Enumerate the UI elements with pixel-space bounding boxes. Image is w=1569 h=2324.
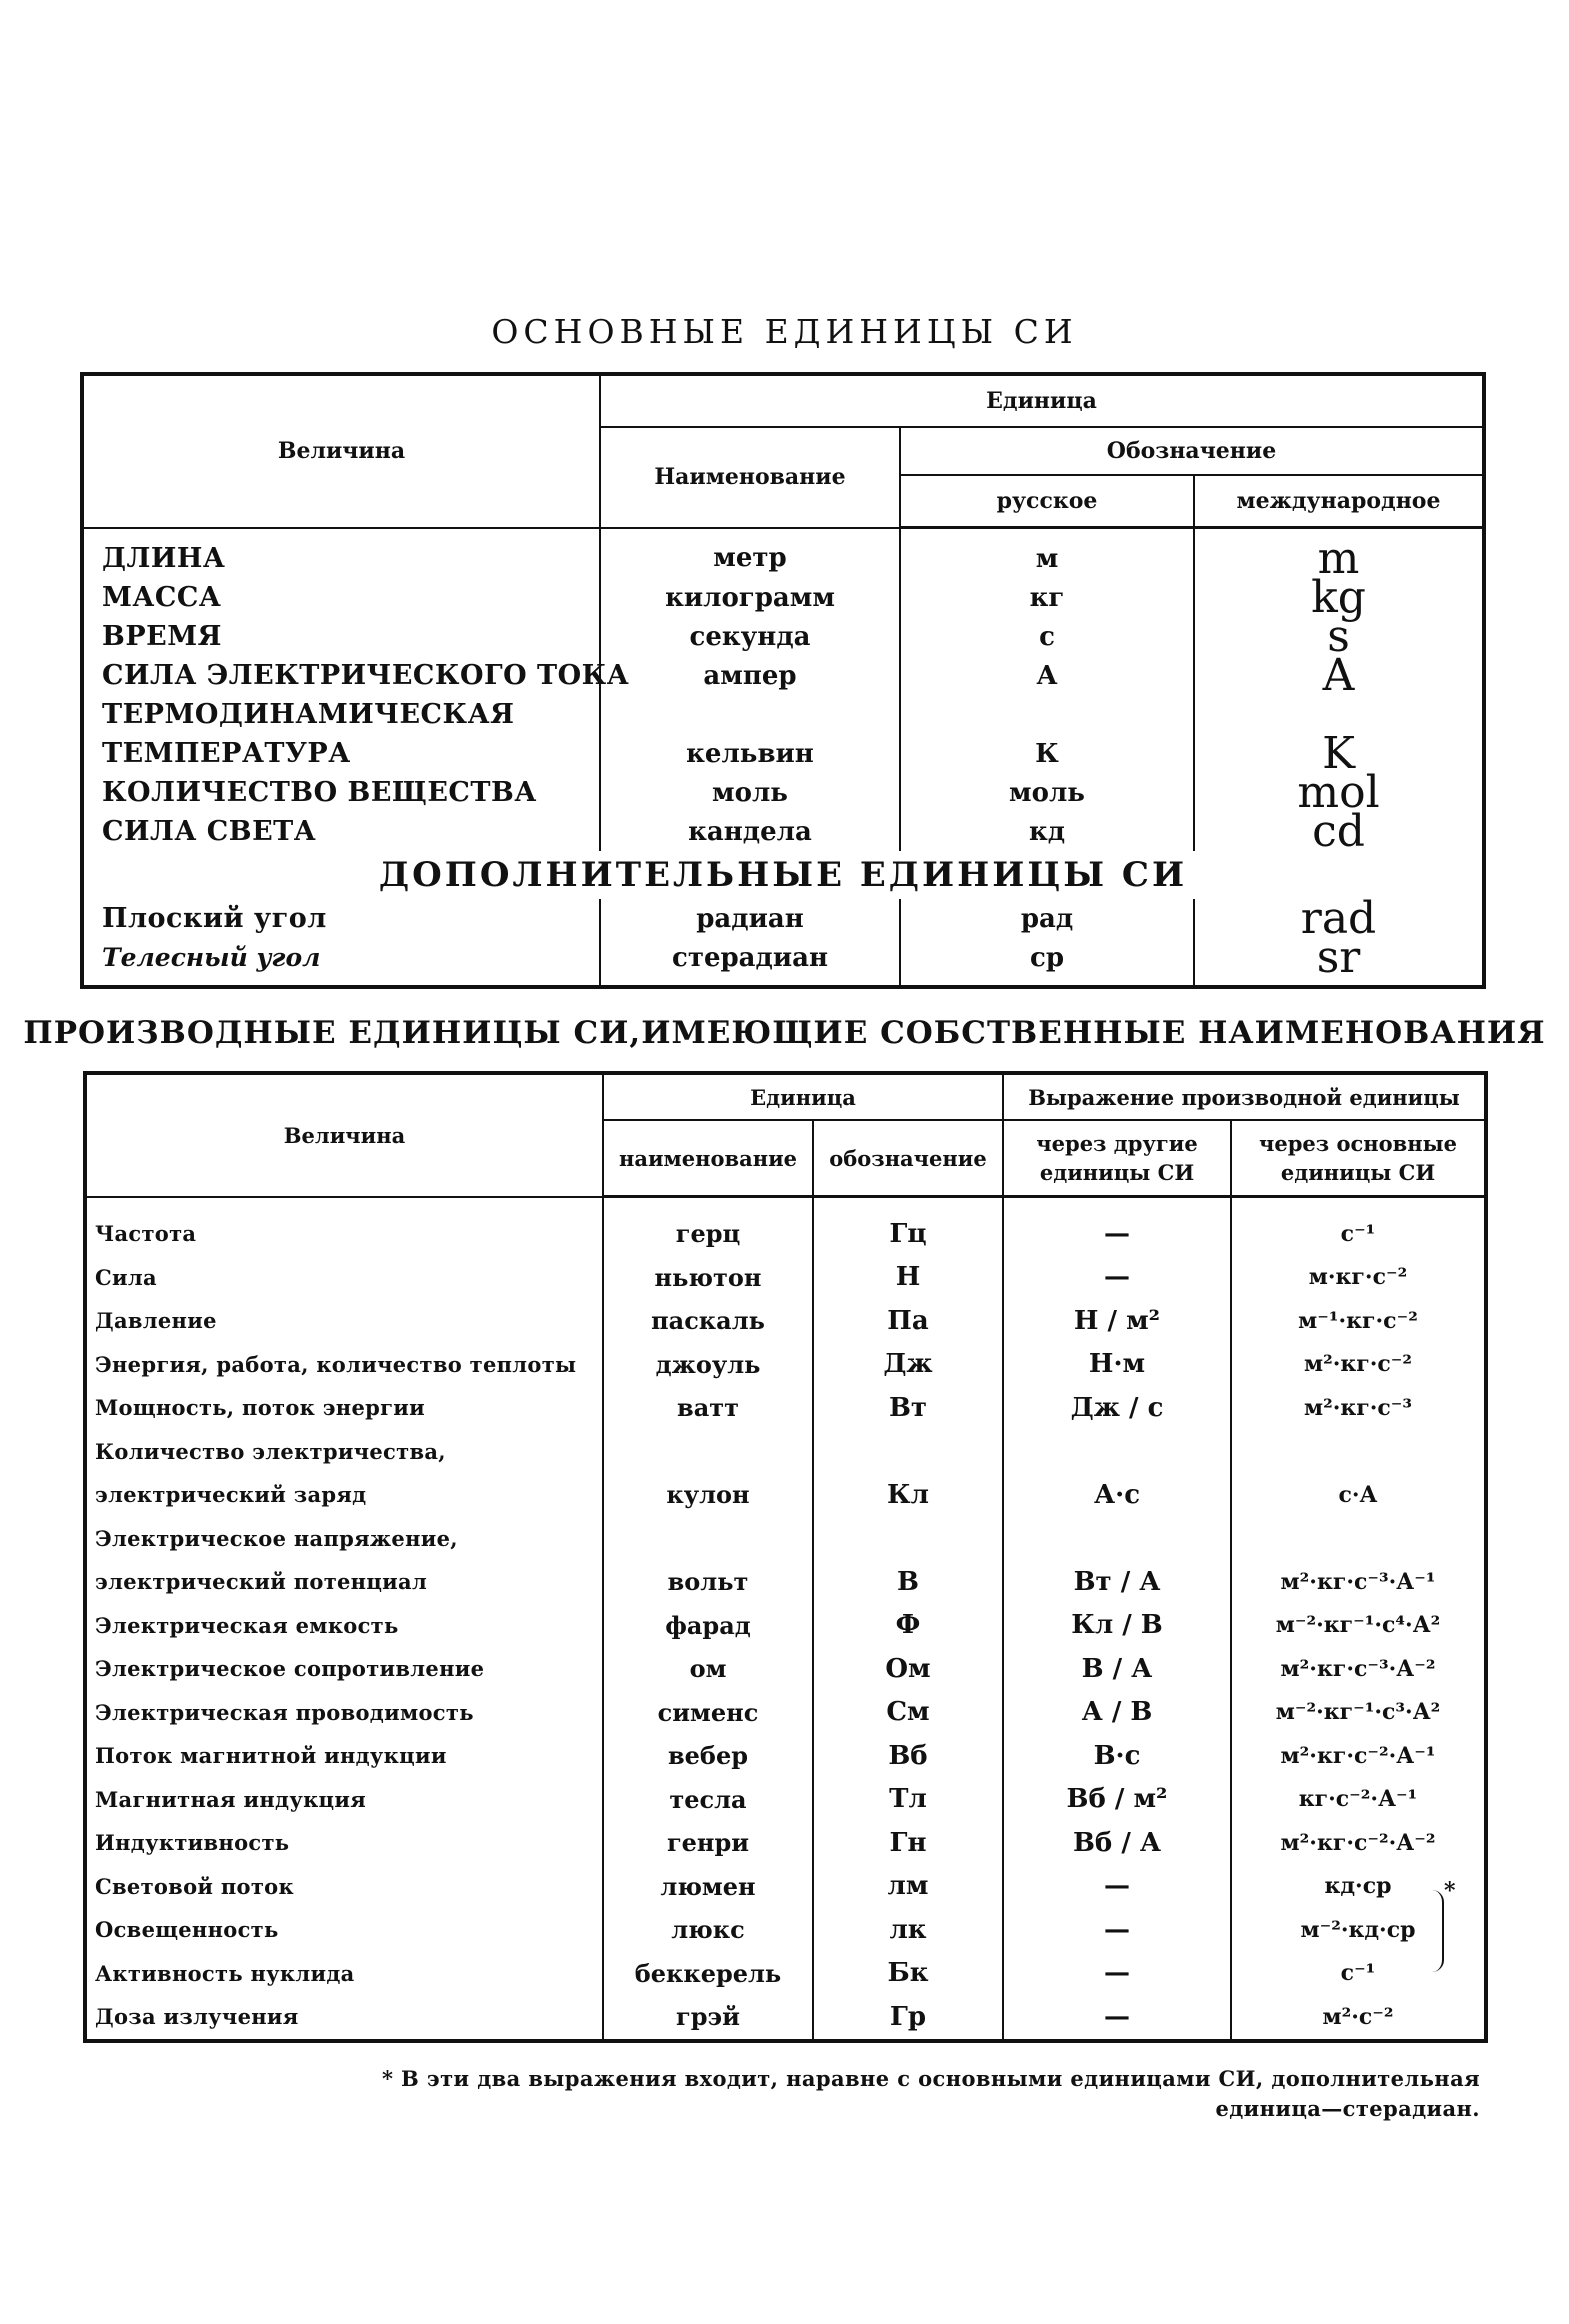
asterisk-mark: * bbox=[1444, 1878, 1456, 1904]
table-row bbox=[82, 617, 1484, 656]
via-other-units-cell: А·с bbox=[1003, 1473, 1231, 1517]
quantity-cell: КОЛИЧЕСТВО ВЕЩЕСТВА bbox=[82, 773, 600, 812]
table-row bbox=[85, 1908, 1486, 1952]
table-row bbox=[85, 1386, 1486, 1430]
header-via-other-line2: единицы СИ bbox=[1039, 1160, 1195, 1185]
header-expression: Выражение производной единицы bbox=[1003, 1073, 1486, 1120]
unit-symbol-cell: лм bbox=[813, 1865, 1003, 1909]
table-row bbox=[85, 1299, 1486, 1343]
russian-symbol-cell: ср bbox=[900, 938, 1194, 987]
quantity-cell: Плоский угол bbox=[82, 899, 600, 938]
unit-symbol-cell: Кл bbox=[813, 1473, 1003, 1517]
table-row bbox=[82, 656, 1484, 695]
via-base-units-cell: с·А bbox=[1231, 1473, 1486, 1517]
unit-name-cell bbox=[603, 1517, 813, 1561]
quantity-cell: Электрическое сопротивление bbox=[85, 1647, 603, 1691]
derived-units-title: ПРОИЗВОДНЫЕ ЕДИНИЦЫ СИ,ИМЕЮЩИЕ СОБСТВЕННЫЕ НАИМЕНОВАНИЯ bbox=[23, 1015, 1546, 1051]
russian-symbol-cell: кг bbox=[900, 578, 1194, 617]
quantity-cell: Количество электричества, bbox=[85, 1430, 603, 1474]
quantity-cell: Давление bbox=[85, 1299, 603, 1343]
unit-name-cell: генри bbox=[603, 1821, 813, 1865]
table-row bbox=[85, 1517, 1486, 1561]
table-row bbox=[82, 578, 1484, 617]
header-unit: Единица bbox=[603, 1073, 1003, 1120]
header-quantity: Величина bbox=[82, 374, 600, 528]
header-via-other-units bbox=[1003, 1120, 1231, 1197]
unit-symbol-cell: Гр bbox=[813, 1995, 1003, 2041]
via-other-units-cell bbox=[1003, 1430, 1231, 1474]
via-base-units-cell: м²·кг·с⁻³·А⁻¹ bbox=[1231, 1560, 1486, 1604]
base-units-table bbox=[80, 372, 1486, 989]
via-base-units-cell: кг·с⁻²·А⁻¹ bbox=[1231, 1778, 1486, 1822]
unit-name-cell: вебер bbox=[603, 1734, 813, 1778]
via-base-units-cell bbox=[1231, 1517, 1486, 1561]
unit-symbol-cell bbox=[813, 1430, 1003, 1474]
via-base-units-cell: м·кг·с⁻² bbox=[1231, 1256, 1486, 1300]
header-symbol: Обозначение bbox=[900, 427, 1484, 475]
quantity-cell: Магнитная индукция bbox=[85, 1778, 603, 1822]
table-row bbox=[85, 1995, 1486, 2041]
unit-symbol-cell: См bbox=[813, 1691, 1003, 1735]
via-base-units-cell: м²·кг·с⁻²·А⁻¹ bbox=[1231, 1734, 1486, 1778]
table-row bbox=[82, 812, 1484, 851]
unit-symbol-cell: Ф bbox=[813, 1604, 1003, 1648]
via-base-units-cell: м²·кг·с⁻³·А⁻² bbox=[1231, 1647, 1486, 1691]
russian-symbol-cell: м bbox=[900, 528, 1194, 579]
unit-name-cell: беккерель bbox=[603, 1952, 813, 1996]
russian-symbol-cell: моль bbox=[900, 773, 1194, 812]
via-other-units-cell: Вб / А bbox=[1003, 1821, 1231, 1865]
footnote-line1: * В эти два выражения входит, наравне с основными единицами СИ, дополнительная bbox=[381, 2066, 1480, 2091]
international-symbol-cell: rad bbox=[1194, 899, 1484, 938]
quantity-cell: ВРЕМЯ bbox=[82, 617, 600, 656]
unit-name-cell: кандела bbox=[600, 812, 900, 851]
header-quantity: Величина bbox=[85, 1073, 603, 1197]
via-other-units-cell: Н·м bbox=[1003, 1343, 1231, 1387]
header-international: международное bbox=[1194, 475, 1484, 528]
russian-symbol-cell: рад bbox=[900, 899, 1194, 938]
russian-symbol-cell bbox=[900, 695, 1194, 734]
via-base-units-cell: с⁻¹ bbox=[1231, 1197, 1486, 1256]
quantity-cell: ТЕРМОДИНАМИЧЕСКАЯ bbox=[82, 695, 600, 734]
table-row bbox=[85, 1604, 1486, 1648]
quantity-cell: Электрическая емкость bbox=[85, 1604, 603, 1648]
table-row bbox=[85, 1865, 1486, 1909]
quantity-cell: Поток магнитной индукции bbox=[85, 1734, 603, 1778]
quantity-cell: СИЛА ЭЛЕКТРИЧЕСКОГО ТОКА bbox=[82, 656, 600, 695]
via-base-units-cell bbox=[1231, 1430, 1486, 1474]
footnote bbox=[280, 2064, 1480, 2124]
unit-symbol-cell: Вб bbox=[813, 1734, 1003, 1778]
unit-name-cell: секунда bbox=[600, 617, 900, 656]
quantity-cell: Индуктивность bbox=[85, 1821, 603, 1865]
unit-symbol-cell bbox=[813, 1517, 1003, 1561]
via-other-units-cell: Дж / с bbox=[1003, 1386, 1231, 1430]
unit-symbol-cell: Гц bbox=[813, 1197, 1003, 1256]
international-symbol-cell: cd bbox=[1194, 812, 1484, 851]
table-row bbox=[82, 938, 1484, 987]
table-row bbox=[85, 1197, 1486, 1256]
unit-name-cell: ньютон bbox=[603, 1256, 813, 1300]
via-other-units-cell bbox=[1003, 1517, 1231, 1561]
quantity-cell: электрический заряд bbox=[85, 1473, 603, 1517]
via-base-units-cell: м⁻²·кг⁻¹·с⁴·А² bbox=[1231, 1604, 1486, 1648]
via-other-units-cell: Вт / А bbox=[1003, 1560, 1231, 1604]
unit-name-cell: стерадиан bbox=[600, 938, 900, 987]
via-base-units-cell: с⁻¹ bbox=[1231, 1952, 1486, 1996]
unit-symbol-cell: В bbox=[813, 1560, 1003, 1604]
via-other-units-cell: В·с bbox=[1003, 1734, 1231, 1778]
unit-symbol-cell: Па bbox=[813, 1299, 1003, 1343]
quantity-cell: Освещенность bbox=[85, 1908, 603, 1952]
unit-name-cell: радиан bbox=[600, 899, 900, 938]
table-row bbox=[85, 1691, 1486, 1735]
header-name: наименование bbox=[603, 1120, 813, 1197]
international-symbol-cell: sr bbox=[1194, 938, 1484, 987]
russian-symbol-cell: кд bbox=[900, 812, 1194, 851]
unit-symbol-cell: лк bbox=[813, 1908, 1003, 1952]
via-other-units-cell: — bbox=[1003, 1197, 1231, 1256]
table-row bbox=[82, 734, 1484, 773]
table-row bbox=[82, 899, 1484, 938]
unit-name-cell: кельвин bbox=[600, 734, 900, 773]
unit-name-cell: сименс bbox=[603, 1691, 813, 1735]
quantity-cell: СИЛА СВЕТА bbox=[82, 812, 600, 851]
quantity-cell: электрический потенциал bbox=[85, 1560, 603, 1604]
base-units-title: ОСНОВНЫЕ ЕДИНИЦЫ СИ bbox=[491, 312, 1078, 351]
unit-symbol-cell: Гн bbox=[813, 1821, 1003, 1865]
via-base-units-cell: м⁻²·кг⁻¹·с³·А² bbox=[1231, 1691, 1486, 1735]
header-unit: Единица bbox=[600, 374, 1484, 427]
quantity-cell: Световой поток bbox=[85, 1865, 603, 1909]
international-symbol-cell: m bbox=[1194, 528, 1484, 579]
unit-name-cell: вольт bbox=[603, 1560, 813, 1604]
table-row bbox=[85, 1560, 1486, 1604]
table-row bbox=[85, 1430, 1486, 1474]
via-base-units-cell: м⁻²·кд·ср bbox=[1231, 1908, 1486, 1952]
unit-symbol-cell: Бк bbox=[813, 1952, 1003, 1996]
quantity-cell: Электрическая проводимость bbox=[85, 1691, 603, 1735]
unit-name-cell: фарад bbox=[603, 1604, 813, 1648]
russian-symbol-cell: с bbox=[900, 617, 1194, 656]
unit-name-cell: ом bbox=[603, 1647, 813, 1691]
via-base-units-cell: м⁻¹·кг·с⁻² bbox=[1231, 1299, 1486, 1343]
unit-name-cell: килограмм bbox=[600, 578, 900, 617]
table-row bbox=[82, 528, 1484, 579]
international-symbol-cell: A bbox=[1194, 656, 1484, 695]
footnote-line2: единица—стерадиан. bbox=[1215, 2096, 1480, 2121]
via-base-units-cell: м²·кг·с⁻³ bbox=[1231, 1386, 1486, 1430]
unit-name-cell: джоуль bbox=[603, 1343, 813, 1387]
quantity-cell: Частота bbox=[85, 1197, 603, 1256]
unit-name-cell: ватт bbox=[603, 1386, 813, 1430]
unit-symbol-cell: Вт bbox=[813, 1386, 1003, 1430]
quantity-cell: Телесный угол bbox=[82, 938, 600, 987]
via-other-units-cell: — bbox=[1003, 1256, 1231, 1300]
via-other-units-cell: Кл / В bbox=[1003, 1604, 1231, 1648]
unit-name-cell bbox=[600, 695, 900, 734]
quantity-cell: Энергия, работа, количество теплоты bbox=[85, 1343, 603, 1387]
table-row bbox=[82, 773, 1484, 812]
unit-name-cell: ампер bbox=[600, 656, 900, 695]
derived-units-table bbox=[83, 1071, 1488, 2043]
quantity-cell: Сила bbox=[85, 1256, 603, 1300]
table-row bbox=[85, 1778, 1486, 1822]
unit-symbol-cell: Тл bbox=[813, 1778, 1003, 1822]
international-symbol-cell: kg bbox=[1194, 578, 1484, 617]
table-row bbox=[85, 1343, 1486, 1387]
via-other-units-cell: В / А bbox=[1003, 1647, 1231, 1691]
quantity-cell: ДЛИНА bbox=[82, 528, 600, 579]
table-row bbox=[85, 1256, 1486, 1300]
quantity-cell: ТЕМПЕРАТУРА bbox=[82, 734, 600, 773]
via-other-units-cell: Н / м² bbox=[1003, 1299, 1231, 1343]
unit-name-cell: люкс bbox=[603, 1908, 813, 1952]
header-russian: русское bbox=[900, 475, 1194, 528]
header-name: Наименование bbox=[600, 427, 900, 528]
unit-symbol-cell: Ом bbox=[813, 1647, 1003, 1691]
table-row bbox=[82, 695, 1484, 734]
quantity-cell: Электрическое напряжение, bbox=[85, 1517, 603, 1561]
quantity-cell: МАССА bbox=[82, 578, 600, 617]
brace-icon bbox=[1432, 1890, 1444, 1972]
via-base-units-cell: м²·с⁻² bbox=[1231, 1995, 1486, 2041]
supplementary-units-title: ДОПОЛНИТЕЛЬНЫЕ ЕДИНИЦЫ СИ bbox=[378, 855, 1188, 895]
header-via-base-line1: через основные bbox=[1258, 1131, 1458, 1156]
header-symbol: обозначение bbox=[813, 1120, 1003, 1197]
header-via-other-line1: через другие bbox=[1036, 1131, 1198, 1156]
via-base-units-cell: м²·кг·с⁻² bbox=[1231, 1343, 1486, 1387]
unit-name-cell: грэй bbox=[603, 1995, 813, 2041]
quantity-cell: Активность нуклида bbox=[85, 1952, 603, 1996]
via-other-units-cell: — bbox=[1003, 1865, 1231, 1909]
quantity-cell: Мощность, поток энергии bbox=[85, 1386, 603, 1430]
table-row bbox=[85, 1821, 1486, 1865]
via-base-units-cell: кд·ср bbox=[1231, 1865, 1486, 1909]
international-symbol-cell: mol bbox=[1194, 773, 1484, 812]
via-other-units-cell: А / В bbox=[1003, 1691, 1231, 1735]
unit-name-cell: кулон bbox=[603, 1473, 813, 1517]
via-other-units-cell: — bbox=[1003, 1952, 1231, 1996]
table-row bbox=[85, 1734, 1486, 1778]
unit-name-cell: паскаль bbox=[603, 1299, 813, 1343]
russian-symbol-cell: К bbox=[900, 734, 1194, 773]
header-via-base-units bbox=[1231, 1120, 1486, 1197]
unit-name-cell: моль bbox=[600, 773, 900, 812]
unit-name-cell: герц bbox=[603, 1197, 813, 1256]
via-other-units-cell: — bbox=[1003, 1995, 1231, 2041]
international-symbol-cell: K bbox=[1194, 734, 1484, 773]
russian-symbol-cell: А bbox=[900, 656, 1194, 695]
unit-name-cell: тесла bbox=[603, 1778, 813, 1822]
via-other-units-cell: Вб / м² bbox=[1003, 1778, 1231, 1822]
unit-symbol-cell: Дж bbox=[813, 1343, 1003, 1387]
header-via-base-line2: единицы СИ bbox=[1280, 1160, 1436, 1185]
unit-name-cell bbox=[603, 1430, 813, 1474]
quantity-cell: Доза излучения bbox=[85, 1995, 603, 2041]
unit-symbol-cell: Н bbox=[813, 1256, 1003, 1300]
via-other-units-cell: — bbox=[1003, 1908, 1231, 1952]
unit-name-cell: метр bbox=[600, 528, 900, 579]
international-symbol-cell: s bbox=[1194, 617, 1484, 656]
table-row bbox=[85, 1952, 1486, 1996]
unit-name-cell: люмен bbox=[603, 1865, 813, 1909]
table-row bbox=[85, 1473, 1486, 1517]
table-row bbox=[85, 1647, 1486, 1691]
via-base-units-cell: м²·кг·с⁻²·А⁻² bbox=[1231, 1821, 1486, 1865]
